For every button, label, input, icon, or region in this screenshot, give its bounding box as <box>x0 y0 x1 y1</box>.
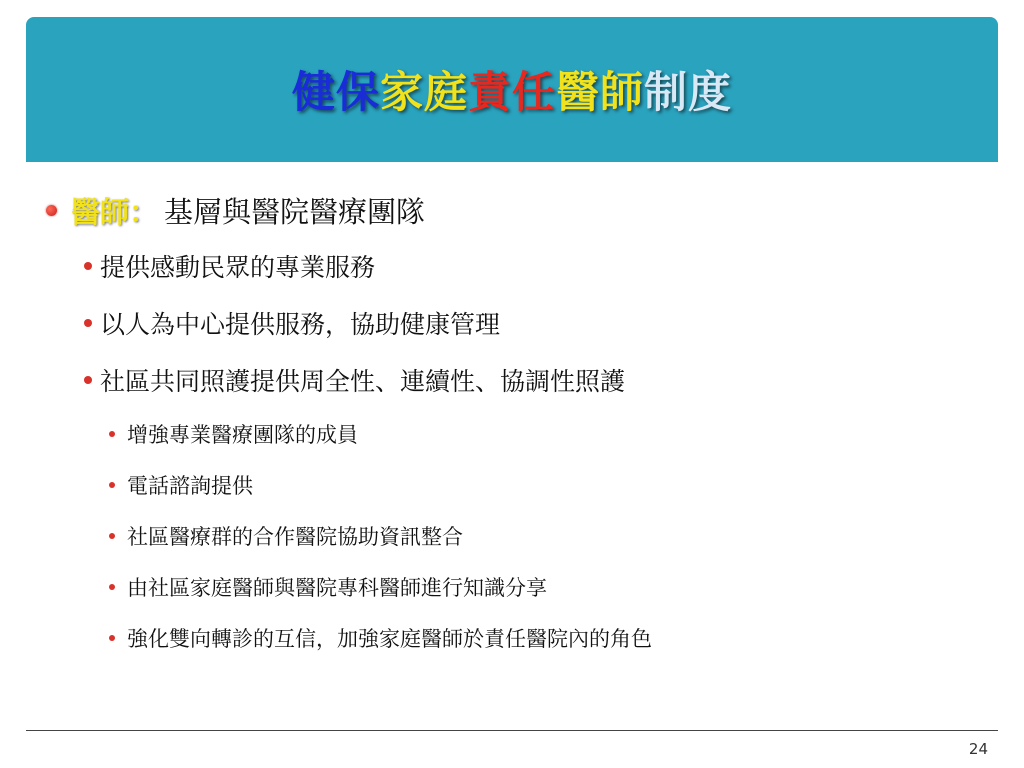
bullet-dot-icon <box>84 319 92 327</box>
bullet-level3 <box>46 510 986 561</box>
bullet-text: 社區醫療群的合作醫院協助資訊整合 <box>127 524 463 549</box>
bullet-text: 強化雙向轉診的互信，加強家庭醫師於責任醫院內的角色 <box>127 626 652 651</box>
bullet-dot-icon <box>109 584 115 590</box>
bullet-dot-icon <box>109 431 115 437</box>
bullet-level2 <box>46 237 986 294</box>
bullet-list <box>46 183 986 663</box>
title-part-3: 責任 <box>468 68 556 118</box>
bullet-text: 以人為中心提供服務，協助健康管理 <box>100 309 501 339</box>
bullet-dot-icon <box>109 635 115 641</box>
slide-title <box>292 59 732 120</box>
title-part-5: 制度 <box>644 68 732 118</box>
bullet-level3 <box>46 408 986 459</box>
bullet-text: 基層與醫院醫療團隊 <box>164 194 426 229</box>
bullet-text: 社區共同照護提供周全性、連續性、協調性照護 <box>100 366 626 396</box>
bullet-text: 提供感動民眾的專業服務 <box>100 252 376 282</box>
page-number: 24 <box>968 740 988 758</box>
bullet-level2 <box>46 351 986 408</box>
bullet-dot-icon <box>109 482 115 488</box>
bullet-dot-icon <box>109 533 115 539</box>
bullet-level2 <box>46 294 986 351</box>
bullet-dot-icon <box>84 376 92 384</box>
title-part-2: 家庭 <box>380 68 468 118</box>
bullet-level3 <box>46 612 986 663</box>
footer-divider <box>26 730 998 731</box>
bullet-dot-icon <box>84 262 92 270</box>
bullet-level3 <box>46 561 986 612</box>
bullet-text: 增強專業醫療團隊的成員 <box>127 422 358 447</box>
bullet-level1 <box>46 183 986 237</box>
title-part-1: 健保 <box>292 68 380 118</box>
title-part-4: 醫師 <box>556 68 644 118</box>
bullet-text: 電話諮詢提供 <box>127 473 253 498</box>
bullet-dot-icon <box>46 205 57 216</box>
bullet-highlight: 醫師： <box>71 194 159 229</box>
bullet-text: 由社區家庭醫師與醫院專科醫師進行知識分享 <box>127 575 547 600</box>
bullet-level3 <box>46 459 986 510</box>
title-band <box>26 17 998 162</box>
